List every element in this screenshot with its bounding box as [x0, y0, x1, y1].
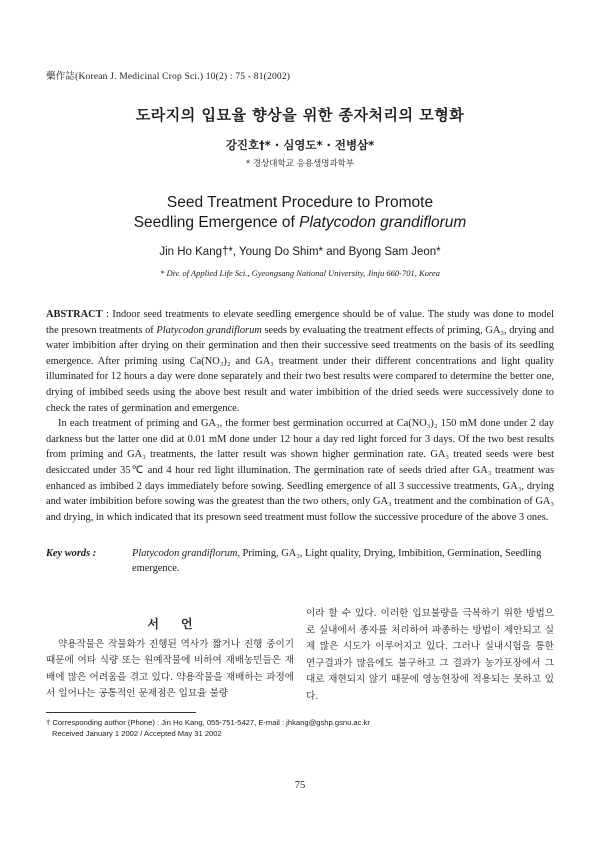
page-number: 75: [294, 780, 306, 791]
keywords-species: Platycodon grandiflorum: [132, 548, 238, 559]
korean-authors: 강진호†* · 심영도* · 전병삼*: [225, 138, 375, 152]
intro-right-text: 이라 할 수 있다. 이러한 입묘불량을 극복하기 위한 방법으로 실내에서 종자를 처리하여 파종하는 방법이 제안되고 실제 많은 시도가 이루어지고 있다. 그러나 실내시험을 통한 연구결과가 많음에도 불구하고 그 결과가 농가포장에서 그대로 재현되지 않기 때문에 영농현장에 적용되는 못하고 있다.: [306, 608, 554, 702]
intro-heading: 서언: [147, 617, 215, 631]
abstract-paragraph-1: [46, 307, 554, 416]
intro-right-column: [306, 606, 554, 706]
english-affiliation: * Div. of Applied Life Sci., Gyeongsang National University, Jinju 660-701, Korea: [160, 268, 440, 278]
abstract: [46, 307, 554, 525]
keywords-rest: , Priming, GA₃, Light quality, Drying, Imbibition, Germination, Seedling emergence.: [132, 548, 542, 574]
english-title-prefix: Seedling Emergence of: [133, 214, 300, 231]
abstract-p1-species: Platycodon grandiflorum: [156, 324, 262, 336]
abstract-p1-a: : Indoor seed treatments to elevate seedling emergence should be of value. The study was done to model the presown treatments of: [46, 309, 554, 336]
intro-left-column: [46, 616, 294, 703]
abstract-label: ABSTRACT: [46, 309, 103, 320]
abstract-paragraph-2: In each treatment of priming and GA₃, the former best germination occurred at Ca(NO₃)₂ 150 mM done under 2 day darkness but the latter one did at 0.01 mM done under 12 hour a day red light forced for 3 days. Of the two best results from priming and GA₃ treatments, the latter result was shown higher germination rate. GA₃ treated seeds were best desiccated under 35℃ and 4 hour red light illumination. The germination rate of seeds dried after GA₃ treatment was enhanced as imbibed 2 days immediately before sowing. Seedling emergence of all 3 successive treatments, GA₃, drying and water imbibition before sowing was the greatest than the two others, only GA₃ treatment and the combination of GA₃ and drying, in which indicated that its presown seed treatment must follow the successive procedure of the above 3 ones.: [46, 418, 554, 523]
footnote-received: Received January 1 2002 / Accepted May 31 2002: [52, 729, 222, 738]
footnote-corresponding: † Corresponding author (Phone) : Jin Ho Kang, 055-751-5427, E-mail : jhkang@gshp.gsnu.ac.kr: [46, 718, 370, 727]
english-title-species: Platycodon grandiflorum: [299, 214, 467, 231]
korean-title: 도라지의 입묘율 향상을 위한 종자처리의 모형화: [135, 106, 465, 124]
journal-header: 藥作誌(Korean J. Medicinal Crop Sci.) 10(2) : 75 - 81(2002): [46, 72, 291, 82]
english-title-line2: [0, 213, 600, 233]
english-authors: Jin Ho Kang†*, Young Do Shim* and Byong Sam Jeon*: [159, 246, 441, 258]
english-title-line1: Seed Treatment Procedure to Promote: [166, 194, 434, 211]
keywords: [46, 546, 554, 576]
english-title: [0, 193, 600, 233]
korean-affiliation: * 경상대학교 응용생명과학부: [245, 159, 355, 169]
footnote: [46, 717, 554, 739]
keywords-label: Key words :: [46, 548, 97, 559]
intro-left-text: 약용작물은 작물화가 진행된 역사가 짧거나 진행 중이기 때문에 여타 식량 또는 원예작물에 비하여 재배농민들은 재배에 많은 어려움을 겪고 있다. 약용작물을 재배하는 과정에서 일어나는 공통적인 문제점은 입묘율 불량: [46, 638, 294, 700]
footnote-rule: [46, 712, 196, 713]
abstract-p1-b: seeds by evaluating the treatment effects of priming, GA₃, drying and water imbibition after drying on their germination and then their successive seed treatments on the basis of its seedling emergence. After priming using Ca(NO₃)₂ and GA₃ treatment under their different concentrations and light quality illuminated for 12 hours a day were done separately and their two best results were compared to determine the better one, drying of imbibed seeds using the above best result and water imbibition of the dried seeds were successively done to check the rates of germination and emergence.: [46, 324, 554, 414]
keywords-text: [132, 546, 554, 576]
